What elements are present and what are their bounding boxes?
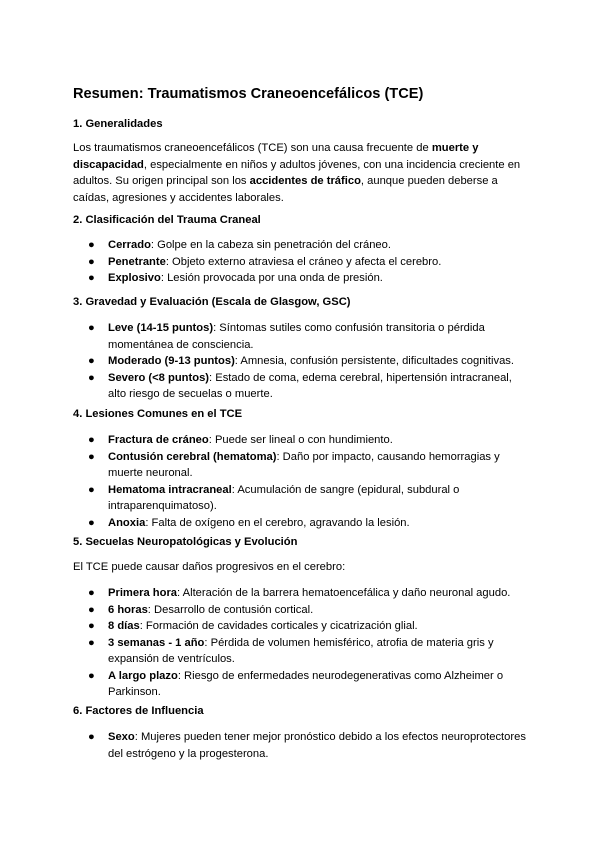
list-item [0, 482, 528, 515]
list-item [0, 618, 528, 635]
item-text: : Riesgo de enfermedades neurodegenerativas como Alzheimer o Parkinson. [108, 669, 504, 698]
bullet-icon: ● [88, 272, 95, 284]
bullet-icon: ● [88, 434, 95, 446]
item-text: : Amnesia, confusión persistente, dificultades cognitivas. [234, 355, 515, 367]
item-text: : Pérdida de volumen hemisférico, atrofia de materia gris y expansión de ventrículos. [108, 636, 494, 665]
bullet-icon: ● [88, 255, 95, 268]
bullet-list-factores [0, 729, 528, 762]
list-item [0, 668, 528, 701]
list-item [0, 270, 528, 287]
item-term: A largo plazo [108, 669, 178, 682]
item-term: Explosivo [108, 272, 161, 284]
paragraph-text: , aunque pueden deberse a caídas, agresiones y accidentes laborales. [73, 175, 498, 204]
list-item [0, 237, 528, 254]
list-item [0, 585, 528, 602]
bullet-icon: ● [88, 516, 95, 529]
section-heading-gravedad: 3. Gravedad y Evaluación (Escala de Glasgow, GSC) [73, 296, 351, 308]
paragraph-text: , especialmente en niños y adultos jóvenes, con una incidencia creciente en adultos. Su origen principal son los [73, 158, 521, 187]
item-text: : Formación de cavidades corticales y cicatrización glial. [139, 620, 418, 632]
item-term: Penetrante [108, 255, 166, 268]
section-heading-lesiones: 4. Lesiones Comunes en el TCE [73, 408, 243, 420]
list-item [0, 432, 528, 449]
bullet-icon: ● [88, 587, 95, 599]
bullet-icon: ● [88, 322, 95, 334]
paragraph-text: Los traumatismos craneoencefálicos (TCE) son una causa frecuente de [73, 142, 432, 154]
list-item [0, 370, 528, 403]
bullet-icon: ● [88, 620, 95, 632]
item-term: Sexo [108, 731, 135, 743]
item-term: Leve (14-15 puntos) [108, 322, 214, 334]
bullet-icon: ● [88, 669, 95, 682]
section-heading-factores: 6. Factores de Influencia [73, 705, 204, 717]
bullet-list-lesiones [0, 432, 528, 531]
item-text: : Daño por impacto, causando hemorragias y muerte neuronal. [108, 450, 500, 479]
item-term: Primera hora [108, 587, 178, 599]
item-text: : Síntomas sutiles como confusión transitoria o pérdida momentánea de consciencia. [108, 322, 485, 351]
item-text: : Puede ser lineal o con hundimiento. [208, 434, 393, 446]
item-text: : Alteración de la barrera hematoencefálica y daño neuronal agudo. [177, 587, 511, 599]
item-text: : Estado de coma, edema cerebral, hipertensión intracraneal, alto riesgo de secuelas o muerte. [108, 371, 512, 400]
item-term: Severo (<8 puntos) [108, 371, 210, 384]
bullet-icon: ● [88, 239, 95, 251]
item-text: : Mujeres pueden tener mejor pronóstico debido a los efectos neuroprotectores del estrógeno y la progesterona. [108, 731, 526, 760]
item-text: : Objeto externo atraviesa el cráneo y afecta el cerebro. [165, 255, 442, 268]
bullet-list-secuelas [0, 585, 528, 701]
item-term: 8 días [108, 620, 140, 632]
item-text: : Lesión provocada por una onda de presión. [160, 272, 383, 284]
list-item [0, 254, 528, 271]
bullet-list-clasificacion [0, 237, 528, 287]
item-term: Hematoma intracraneal [108, 483, 232, 496]
item-text: : Desarrollo de contusión cortical. [147, 603, 314, 616]
list-item [0, 729, 528, 762]
item-text: : Acumulación de sangre (epidural, subdural o intraparenquimatoso). [108, 483, 460, 512]
list-item [0, 602, 528, 619]
item-text: : Golpe en la cabeza sin penetración del cráneo. [150, 239, 391, 251]
bullet-icon: ● [88, 636, 95, 649]
list-item [0, 635, 528, 668]
list-item [0, 515, 528, 532]
item-term: Fractura de cráneo [108, 434, 209, 446]
section-paragraph-secuelas: El TCE puede causar daños progresivos en el cerebro: [73, 561, 346, 573]
section-heading-secuelas: 5. Secuelas Neuropatológicas y Evolución [73, 536, 298, 548]
page-title: Resumen: Traumatismos Craneoencefálicos (TCE) [73, 86, 424, 102]
item-term: Moderado (9-13 puntos) [108, 355, 235, 367]
item-text: : Falta de oxígeno en el cerebro, agravando la lesión. [145, 516, 410, 529]
paragraph-emphasis: accidentes de tráfico [249, 175, 361, 187]
item-term: 6 horas [108, 603, 148, 616]
item-term: Anoxia [108, 516, 146, 529]
list-item [0, 353, 528, 370]
item-term: Cerrado [108, 239, 151, 251]
section-paragraph-generalidades [73, 140, 523, 206]
bullet-icon: ● [88, 603, 95, 616]
section-heading-generalidades: 1. Generalidades [73, 118, 163, 130]
section-heading-clasificacion: 2. Clasificación del Trauma Craneal [73, 214, 261, 226]
bullet-icon: ● [88, 483, 95, 496]
paragraph-emphasis: muerte y discapacidad [73, 142, 479, 171]
list-item [0, 320, 528, 353]
bullet-icon: ● [88, 371, 95, 384]
bullet-icon: ● [88, 355, 95, 367]
bullet-list-gravedad [0, 320, 528, 403]
item-term: 3 semanas - 1 año [108, 636, 205, 649]
item-term: Contusión cerebral (hematoma) [108, 450, 277, 463]
bullet-icon: ● [88, 731, 95, 743]
bullet-icon: ● [88, 450, 95, 463]
list-item [0, 449, 528, 482]
